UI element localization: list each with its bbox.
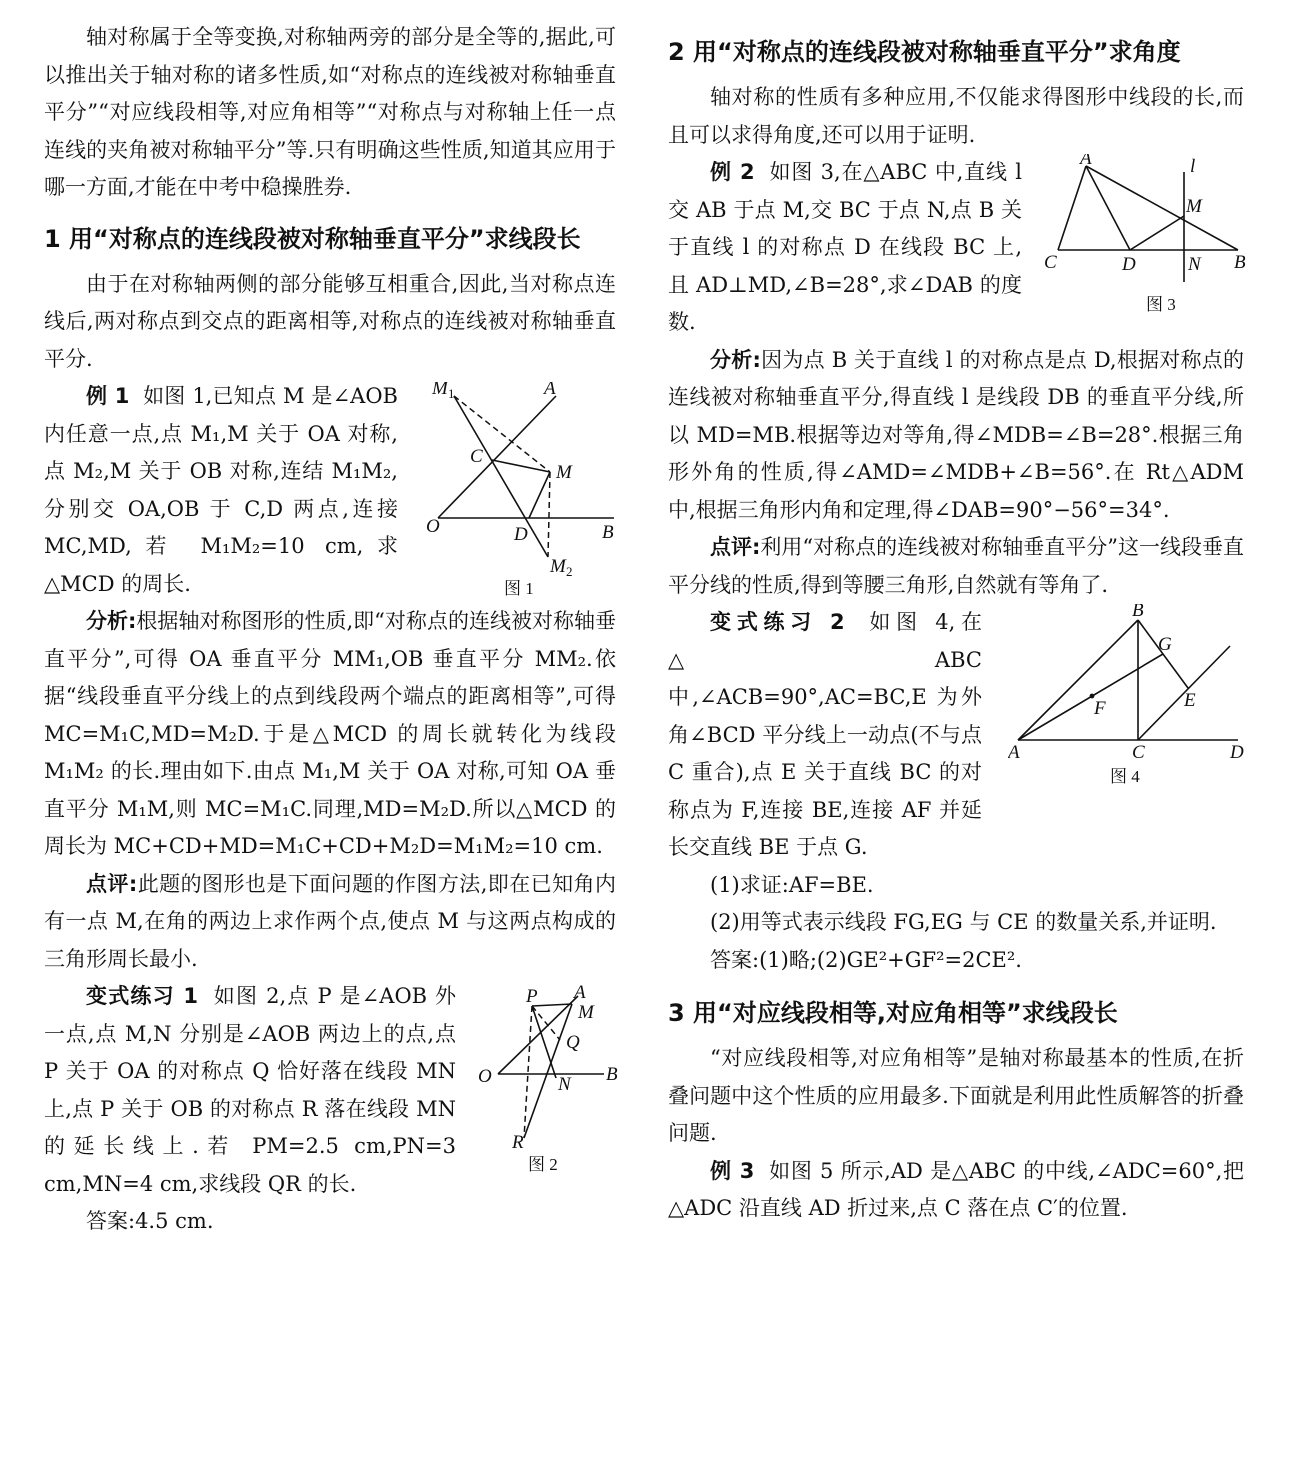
label-p: P (526, 986, 538, 1007)
variant-2-text: 变式练习 2 如图 4,在△ABC 中,∠ACB=90°,AC=BC,E 为外角∠BCD 平分线上一动点(不与点 C 重合),点 E 关于直线 BC 的对称点为 F,连接 BE,连接 AF 并延长交直线 BE 于点 G. (668, 610, 982, 859)
example-1-text: 例 1 如图 1,已知点 M 是∠AOB 内任意一点,点 M₁,M 关于 OA 对称,点 M₂,M 关于 OB 对称,连结 M₁M₂,分别交 OA,OB 于 C,D 两点,连接 MC,MD,若 M₁M₂=10 cm,求△MCD 的周长. (44, 384, 398, 596)
label-a: A (1080, 154, 1092, 169)
question-1: (1)求证:AF=BE. (710, 872, 874, 897)
label-c: C (1044, 252, 1057, 273)
figure-3 (1038, 154, 1250, 322)
figure-4 (1008, 604, 1248, 794)
figure-1 (426, 382, 626, 602)
label-a: A (1008, 742, 1020, 763)
label-g: G (1158, 634, 1172, 655)
intro-paragraph: 轴对称属于全等变换,对称轴两旁的部分是全等的,据此,可以推出关于轴对称的诸多性质,如“对称点的连线被对称轴垂直平分”“对应线段相等,对应角相等”“对称点与对称轴上任一点连线的夹角被对称轴平分”等.只有明确这些性质,知道其应用于哪一方面,才能在中考中稳操胜券. (44, 25, 616, 199)
ray-oa (438, 396, 556, 518)
answer-2: 答案:(1)略;(2)GE²+GF²=2CE². (710, 947, 1022, 972)
label-c: C (470, 446, 483, 467)
label-n: N (558, 1074, 571, 1095)
label-b: B (602, 522, 614, 543)
dashed-m1m (454, 396, 550, 472)
example-3-text: 例 3 如图 5 所示,AD 是△ABC 的中线,∠ADC=60°,把△ADC 沿直线 AD 折过来,点 C 落在点 C′的位置. (668, 1158, 1244, 1220)
label-b: B (606, 1064, 618, 1085)
label-r: R (512, 1132, 524, 1153)
label-m: M (578, 1002, 594, 1023)
label-l: l (1190, 156, 1196, 177)
label-o: O (426, 516, 440, 537)
analysis-2-label: 分析: (710, 347, 761, 372)
analysis-1-label: 分析: (86, 609, 137, 633)
variant-2-block (668, 604, 1244, 867)
right-column (668, 34, 1244, 1228)
dashed-pq (532, 1006, 560, 1040)
variant-1-block (44, 978, 616, 1203)
dashed-mm2 (548, 472, 550, 557)
example-2-text: 例 2 如图 3,在△ABC 中,直线 l 交 AB 于点 M,交 BC 于点 N,点 B 关于直线 l 的对称点 D 在线段 BC 上,且 AD⊥MD,∠B=28°,求∠DAB 的度数. (668, 160, 1022, 334)
section-1-text: 由于在对称轴两侧的部分能够互相重合,因此,当对称点连线后,两对称点到交点的距离相等,对称点的连线被对称轴垂直平分. (44, 271, 616, 371)
label-f: F (1094, 698, 1106, 719)
segment-pm (532, 1004, 572, 1006)
label-d: D (1122, 254, 1136, 275)
label-d: D (514, 524, 528, 545)
review-2-label: 点评: (710, 535, 761, 559)
section-2-title: 2 用“对称点的连线段被对称轴垂直平分”求角度 (668, 38, 1181, 66)
label-a: A (544, 382, 556, 399)
left-column (44, 19, 616, 1241)
section-2-text: 轴对称的性质有多种应用,不仅能求得图形中线段的长,而且可以求得角度,还可以用于证明. (668, 85, 1244, 147)
review-2: 点评:利用“对称点的连线被对称轴垂直平分”这一线段垂直平分线的性质,得到等腰三角形,自然就有等角了. (668, 535, 1244, 597)
segment-m1m2 (454, 396, 548, 557)
figure-4-caption: 图 4 (1110, 767, 1140, 786)
segment-ca (1058, 166, 1086, 250)
example-1-label: 例 1 (86, 384, 130, 408)
section-3-title: 3 用“对应线段相等,对应角相等”求线段长 (668, 999, 1118, 1027)
label-m2: M (550, 556, 566, 577)
variant-1-text: 变式练习 1 如图 2,点 P 是∠AOB 外一点,点 M,N 分别是∠AOB 两边上的点,点 P 关于 OA 的对称点 Q 恰好落在线段 MN 上,点 P 关于 OB 的对称点 R 落在线段 MN 的延长线上.若 PM=2.5 cm,PN=3 cm,MN=4 cm,求线段 QR 的长. (44, 984, 456, 1196)
label-n: N (1188, 254, 1201, 275)
label-m: M (1186, 196, 1202, 217)
figure-3-caption: 图 3 (1146, 295, 1176, 314)
review-1-label: 点评: (86, 871, 138, 896)
section-3-text: “对应线段相等,对应角相等”是轴对称最基本的性质,在折叠问题中这个性质的应用最多.下面就是利用此性质解答的折叠问题. (668, 1046, 1244, 1145)
example-2-label: 例 2 (710, 160, 755, 184)
label-e: E (1184, 690, 1196, 711)
svg-text:2: 2 (566, 564, 573, 579)
review-1: 点评:此题的图形也是下面问题的作图方法,即在已知角内有一点 M,在角的两边上求作两个点,使点 M 与这两点构成的三角形周长最小. (44, 871, 616, 971)
figure-1-caption: 图 1 (504, 579, 534, 598)
segment-dm (1130, 216, 1184, 250)
label-d: D (1230, 742, 1244, 763)
figure-2-caption: 图 2 (528, 1155, 558, 1174)
label-b: B (1234, 252, 1246, 273)
example-1-block (44, 378, 616, 603)
label-o: O (478, 1066, 492, 1087)
label-q: Q (566, 1032, 580, 1053)
figure-2 (474, 978, 624, 1178)
analysis-2: 分析:因为点 B 关于直线 l 的对称点是点 D,根据对称点的连线被对称轴垂直平分,得直线 l 是线段 DB 的垂直平分线,所以 MD=MB.根据等边对等角,得∠MDB=∠B=28°.根据三角形外角的性质,得∠AMD=∠MDB+∠B=56°.在 Rt△ADM 中,根据三角形内角和定理,得∠DAB=90°−56°=34°. (668, 347, 1244, 522)
question-2: (2)用等式表示线段 FG,EG 与 CE 的数量关系,并证明. (710, 910, 1217, 934)
label-b: B (1132, 604, 1144, 621)
label-m: M (556, 462, 572, 483)
variant-2-label: 变式练习 2 (710, 610, 845, 634)
label-m1: M (432, 382, 448, 399)
label-c: C (1132, 742, 1145, 763)
variant-1-label: 变式练习 1 (86, 984, 198, 1008)
label-a: A (574, 982, 586, 1003)
example-2-block (668, 154, 1244, 342)
example-3-label: 例 3 (710, 1158, 755, 1183)
answer-1: 答案:4.5 cm. (86, 1209, 214, 1233)
segment-mr (524, 1004, 572, 1138)
segment-pn (532, 1006, 556, 1078)
analysis-1: 分析:根据轴对称图形的性质,即“对称点的连线被对称轴垂直平分”,可得 OA 垂直平分 MM₁,OB 垂直平分 MM₂.依据“线段垂直平分线上的点到线段两个端点的距离相等”,可得 MC=M₁C,MD=M₂D.于是△MCD 的周长就转化为线段 M₁M₂ 的长.理由如下.由点 M₁,M 关于 OA 对称,可知 OA 垂直平分 M₁M,则 MC=M₁C.同理,MD=M₂D.所以△MCD 的周长为 MC+CD+MD=M₁C+CD+M₂D=M₁M₂=10 cm. (44, 609, 616, 858)
svg-text:1: 1 (448, 386, 455, 401)
section-1-title: 1 用“对称点的连线段被对称轴垂直平分”求线段长 (44, 224, 581, 253)
segment-md (529, 472, 550, 518)
